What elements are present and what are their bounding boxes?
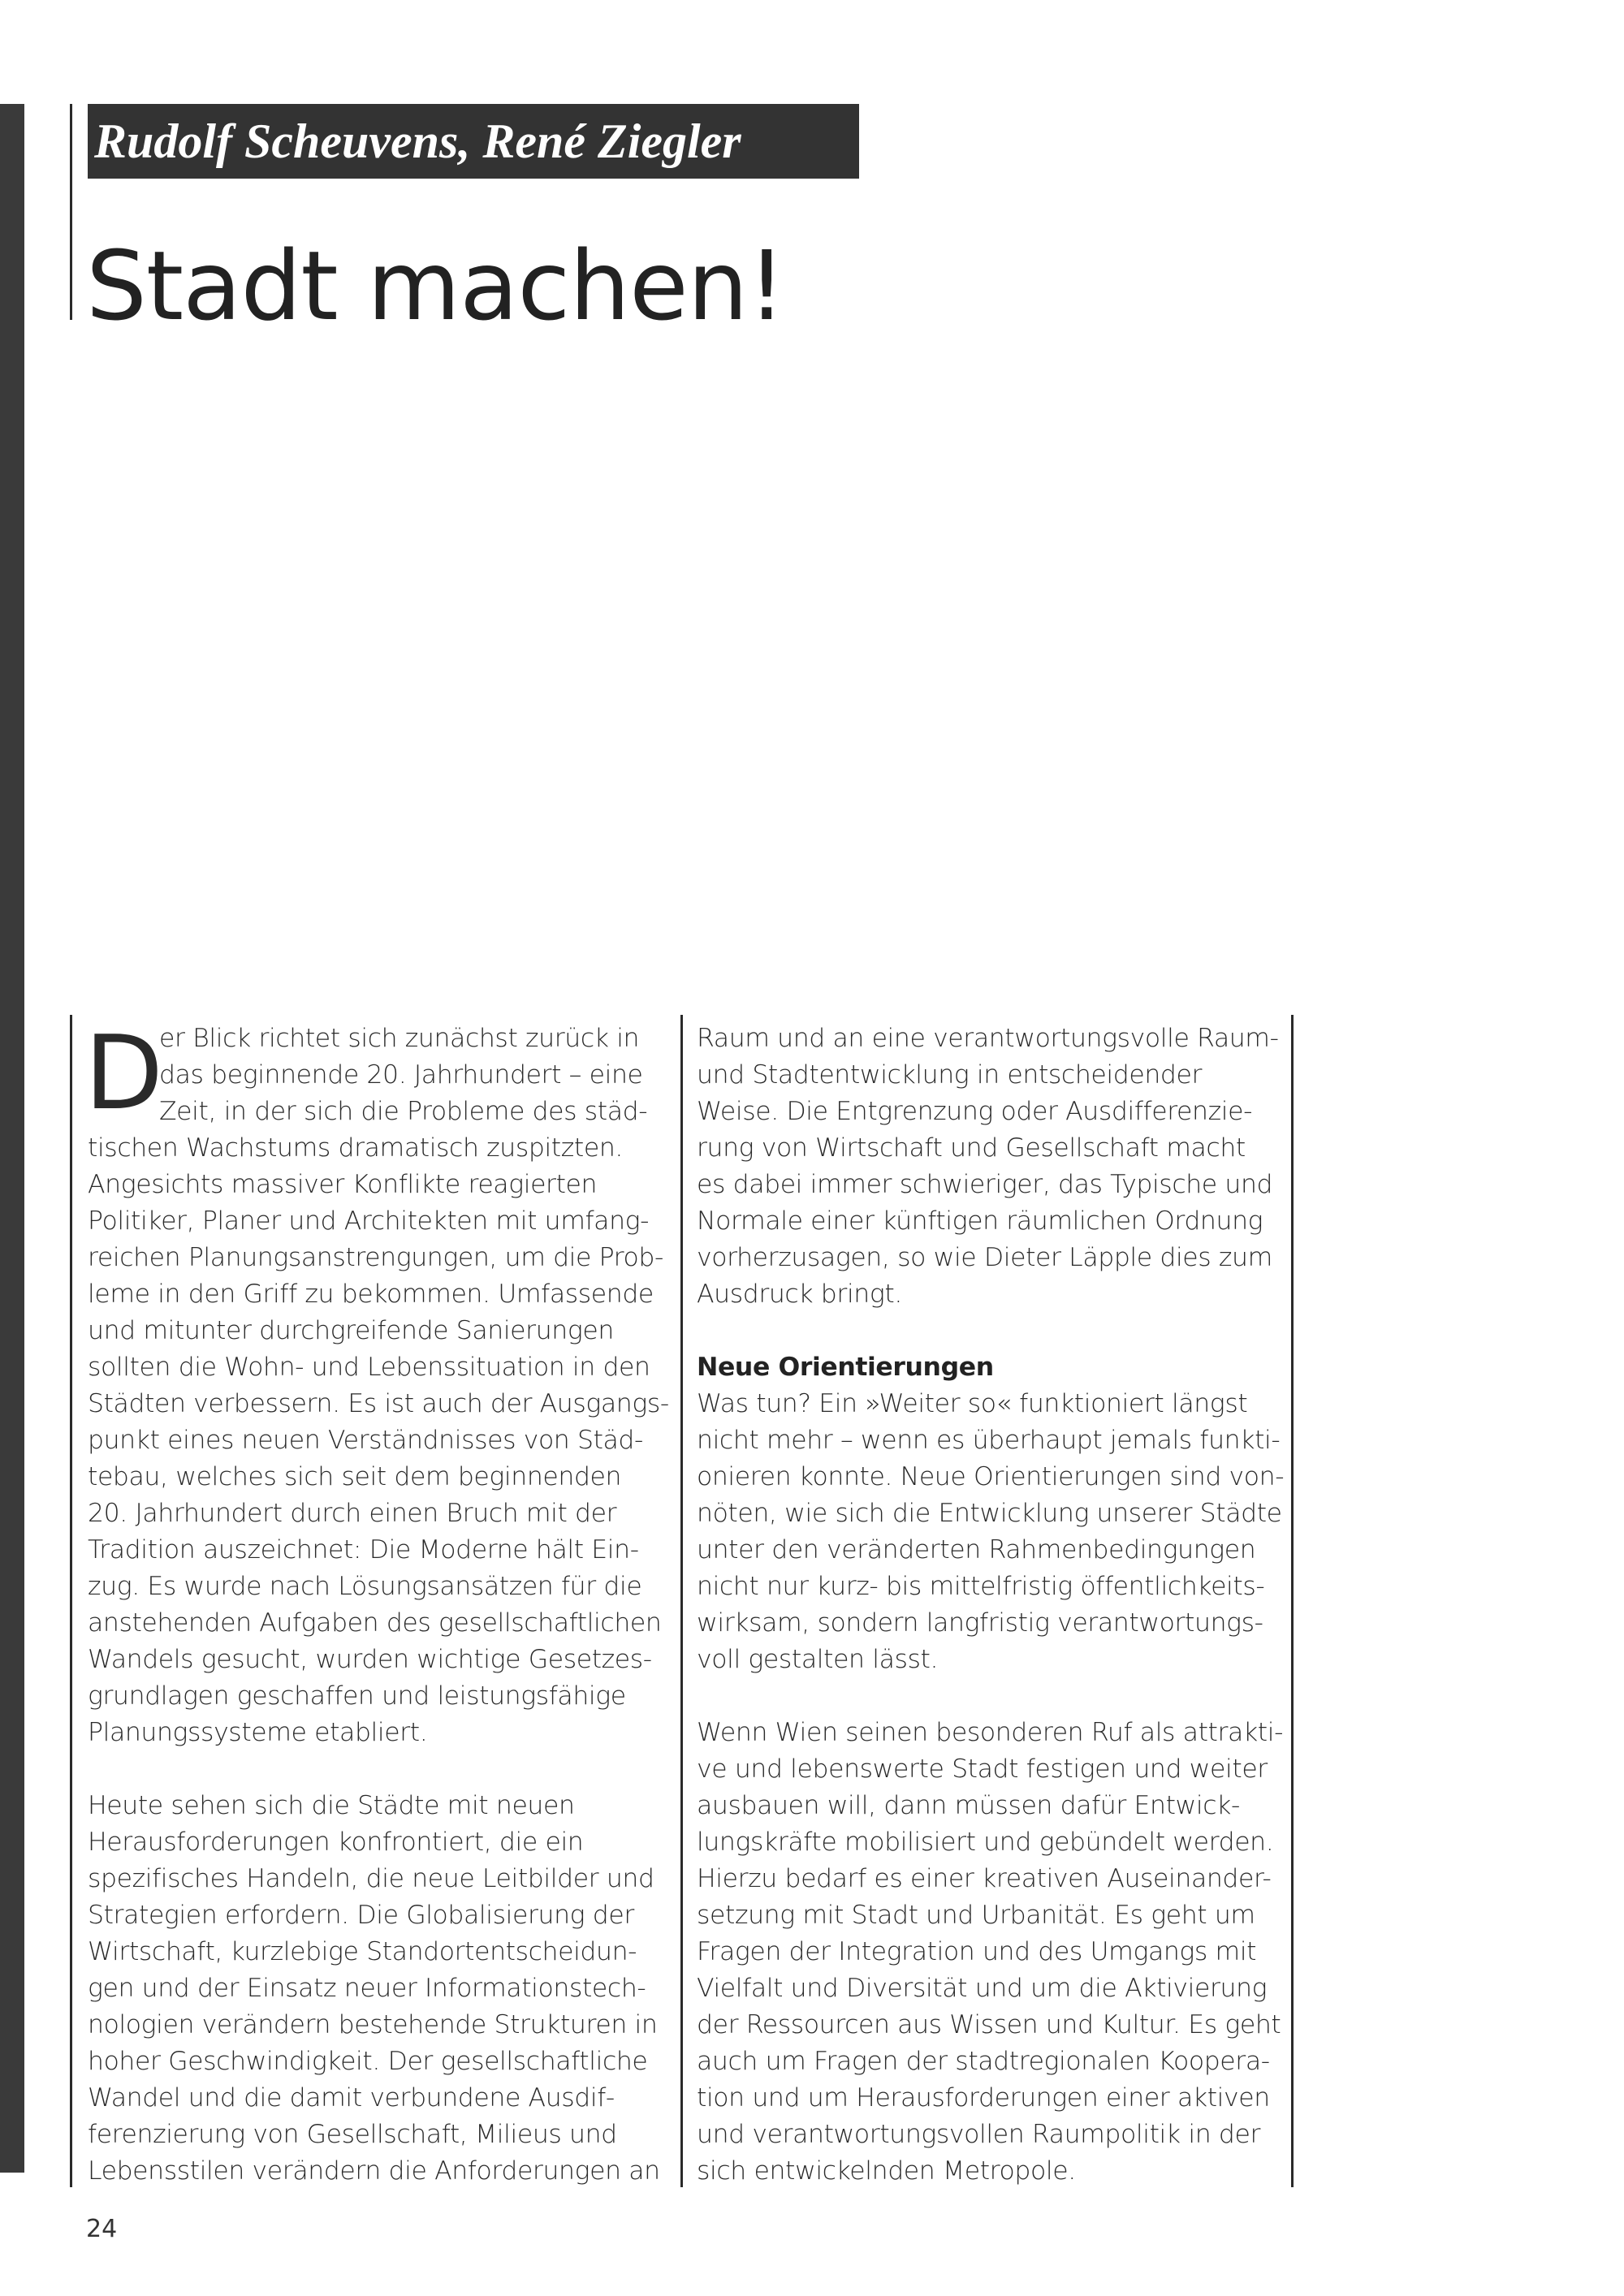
text-line: Was tun? Ein »Weiter so« funktioniert längst [697,1389,1248,1418]
text-line: Tradition auszeichnet: Die Moderne hält Ein- [88,1535,639,1564]
text-line: Wandels gesucht, wurden wichtige Gesetzes- [88,1645,652,1674]
text-line: grundlagen geschaffen und leistungsfähige [88,1681,626,1711]
text-line: voll gestalten lässt. [697,1645,939,1674]
text-line: rung von Wirtschaft und Gesellschaft macht [697,1133,1246,1163]
text-line: ve und lebenswerte Stadt festigen und weiter [697,1754,1268,1784]
article-title: Stadt machen! [86,230,785,342]
text-line: wirksam, sondern langfristig verantwortungs- [697,1608,1263,1638]
text-line: spezifisches Handeln, die neue Leitbilder und [88,1864,654,1893]
text-line: Städten verbessern. Es ist auch der Ausgangs- [88,1389,669,1418]
text-line: Wenn Wien seinen besonderen Ruf als attrakti- [697,1718,1284,1747]
text-line: Normale einer künftigen räumlichen Ordnung [697,1206,1263,1236]
right-column-intro-lines [697,1021,1281,1313]
section-subheading: Neue Orientierungen [697,1353,994,1382]
text-line: punkt eines neuen Verständnisses von Städ- [88,1426,643,1455]
text-line: anstehenden Aufgaben des gesellschaftlichen [88,1608,662,1638]
text-line: unter den veränderten Rahmenbedingungen [697,1535,1256,1564]
text-line: Strategien erfordern. Die Globalisierung der [88,1901,634,1930]
column-rule-right [1291,1015,1294,2187]
page-number: 24 [86,2215,118,2243]
text-line: ferenzierung von Gesellschaft, Milieus und [88,2120,617,2149]
paragraph-gap [88,1751,672,1788]
text-line: 20. Jahrhundert durch einen Bruch mit der [88,1499,617,1528]
title-rule [70,104,72,320]
text-line: Vielfalt und Diversität und um die Aktivierung [697,1974,1268,2003]
text-line: nologien verändern bestehende Strukturen in [88,2010,658,2039]
page-edge-bar [0,104,24,2173]
text-line: sollten die Wohn- und Lebenssituation in den [88,1353,650,1382]
text-line: und Stadtentwicklung in entscheidender [697,1060,1203,1090]
text-line: Wirtschaft, kurzlebige Standortentscheidun- [88,1937,637,1966]
text-line: Ausdruck bringt. [697,1280,902,1309]
text-line: vorherzusagen, so wie Dieter Läpple dies zum [697,1243,1272,1272]
text-line: hoher Geschwindigkeit. Der gesellschaftliche [88,2047,648,2076]
text-line: Angesichts massiver Konflikte reagierten [88,1170,598,1199]
text-line: nöten, wie sich die Entwicklung unserer Städte [697,1499,1282,1528]
text-line: reichen Planungsanstrengungen, um die Prob- [88,1243,663,1272]
text-line: und mitunter durchgreifende Sanierungen [88,1316,614,1345]
text-line: sich entwickelnden Metropole. [697,2156,1076,2186]
drop-cap: D [84,1013,163,1133]
left-column-lines [88,1021,672,2190]
text-line: onieren konnte. Neue Orientierungen sind von- [697,1462,1285,1491]
author-label: Rudolf Scheuvens, René Ziegler [88,104,859,179]
paragraph-gap [697,1313,1281,1349]
text-line: es dabei immer schwieriger, das Typische und [697,1170,1273,1199]
text-line: ausbauen will, dann müssen dafür Entwick- [697,1791,1240,1820]
text-line: tebau, welches sich seit dem beginnenden [88,1462,622,1491]
column-rule-left [70,1015,72,2187]
text-line: tion und um Herausforderungen einer aktiven [697,2083,1270,2113]
text-line: setzung mit Stadt und Urbanität. Es geht um [697,1901,1255,1930]
text-line: Politiker, Planer und Architekten mit umfang- [88,1206,650,1236]
text-line: und verantwortungsvollen Raumpolitik in der [697,2120,1261,2149]
text-line: lungskräfte mobilisiert und gebündelt werden. [697,1828,1274,1857]
text-column-left [84,1013,672,2190]
text-line: Zeit, in der sich die Probleme des städ- [159,1097,648,1126]
text-line: das beginnende 20. Jahrhundert – eine [159,1060,643,1090]
column-rule-middle [680,1015,683,2187]
text-line: leme in den Griff zu bekommen. Umfassende [88,1280,654,1309]
text-line: Herausforderungen konfrontiert, die ein [88,1828,584,1857]
paragraph-gap [697,1678,1281,1715]
text-line: gen und der Einsatz neuer Informationstech- [88,1974,646,2003]
text-line: Lebensstilen verändern die Anforderungen an [88,2156,660,2186]
text-line: Raum und an eine verantwortungsvolle Raum- [697,1024,1279,1053]
text-line: Hierzu bedarf es einer kreativen Auseinander- [697,1864,1272,1893]
text-line: er Blick richtet sich zunächst zurück in [159,1024,640,1053]
right-column-section-lines [697,1386,1285,2190]
text-column-right [697,1021,1285,2190]
text-line: Weise. Die Entgrenzung oder Ausdifferenzie- [697,1097,1253,1126]
text-line: auch um Fragen der stadtregionalen Koopera- [697,2047,1270,2076]
text-line: der Ressourcen aus Wissen und Kultur. Es geht [697,2010,1281,2039]
text-line: zug. Es wurde nach Lösungsansätzen für die [88,1572,642,1601]
text-line: Fragen der Integration und des Umgangs mit [697,1937,1257,1966]
text-line: nicht nur kurz- bis mittelfristig öffentlichkeits- [697,1572,1265,1601]
text-line: Heute sehen sich die Städte mit neuen [88,1791,575,1820]
text-line: tischen Wachstums dramatisch zuspitzten. [88,1133,624,1163]
text-line: nicht mehr – wenn es überhaupt jemals funkti- [697,1426,1281,1455]
text-line: Planungssysteme etabliert. [88,1718,428,1747]
text-line: Wandel und die damit verbundene Ausdif- [88,2083,615,2113]
